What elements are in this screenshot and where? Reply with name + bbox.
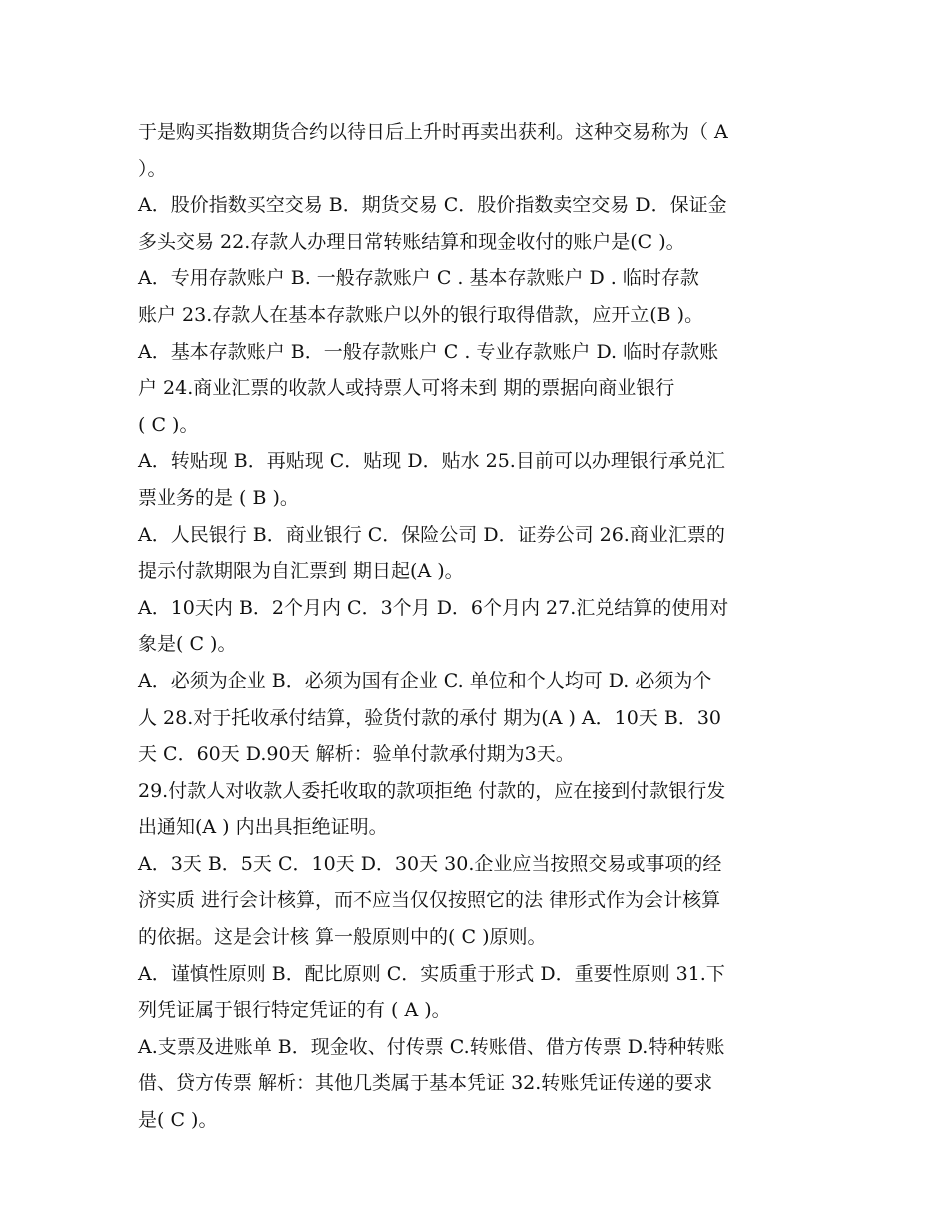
text-line: 户 24.商业汇票的收款人或持票人可将未到 期的票据向商业银行 [138, 377, 675, 400]
text-line: 提示付款期限为自汇票到 期日起(A )。 [138, 560, 464, 583]
text-line: A．10天内 B．2个月内 C．3个月 D．6个月内 27.汇兑结算的使用对 [138, 596, 729, 619]
text-line: A．必须为企业 B．必须为国有企业 C. 单位和个人均可 D. 必须为个 [138, 669, 712, 692]
text-line: 票业务的是 ( B )。 [138, 486, 299, 509]
text-line: 29.付款人对收款人委托收取的款项拒绝 付款的，应在接到付款银行发 [138, 779, 726, 802]
text-line: 的依据。这是会计核 算一般原则中的( C )原则。 [138, 926, 547, 949]
text-line: 象是( C )。 [138, 633, 237, 656]
text-line: A．基本存款账户 B．一般存款账户 C . 专业存款账户 D. 临时存款账 [138, 340, 719, 363]
text-line: 多头交易 22.存款人办理日常转账结算和现金收付的账户是(C )。 [138, 230, 685, 253]
body-text [138, 114, 818, 1139]
text-line: A.支票及进账单 B．现金收、付传票 C.转账借、借方传票 D.特种转账 [138, 1035, 725, 1058]
text-line: ）。 [138, 157, 167, 180]
text-line: A．股价指数买空交易 B．期货交易 C．股价指数卖空交易 D．保证金 [138, 194, 727, 217]
text-line: 账户 23.存款人在基本存款账户以外的银行取得借款，应开立(B )。 [138, 303, 704, 326]
text-line: 天 C．60天 D.90天 解析：验单付款承付期为3天。 [138, 743, 575, 766]
text-line: 列凭证属于银行特定凭证的有 ( A )。 [138, 999, 451, 1022]
text-line: A．转贴现 B．再贴现 C．贴现 D．贴水 25.目前可以办理银行承兑汇 [138, 450, 725, 473]
text-line: 借、贷方传票 解析：其他几类属于基本凭证 32.转账凭证传递的要求 [138, 1072, 713, 1095]
text-line: 是( C )。 [138, 1109, 218, 1132]
text-line: 出通知(A ) 内出具拒绝证明。 [138, 816, 388, 839]
text-line: 于是购买指数期货合约以待日后上升时再卖出获利。这种交易称为（ A [138, 121, 728, 143]
text-line: A．3天 B．5天 C．10天 D．30天 30.企业应当按照交易或事项的经 [138, 852, 722, 875]
text-line: A．专用存款账户 B. 一般存款账户 C . 基本存款账户 D . 临时存款 [138, 267, 699, 290]
text-line: A．人民银行 B．商业银行 C．保险公司 D．证券公司 26.商业汇票的 [138, 523, 725, 546]
text-line: 济实质 进行会计核算，而不应当仅仅按照它的法 律形式作为会计核算 [138, 889, 721, 912]
text-line: ( C )。 [138, 413, 199, 436]
text-line: 人 28.对于托收承付结算，验货付款的承付 期为(A ) A．10天 B．30 [138, 706, 721, 729]
text-line: A．谨慎性原则 B．配比原则 C．实质重于形式 D．重要性原则 31.下 [138, 962, 725, 985]
